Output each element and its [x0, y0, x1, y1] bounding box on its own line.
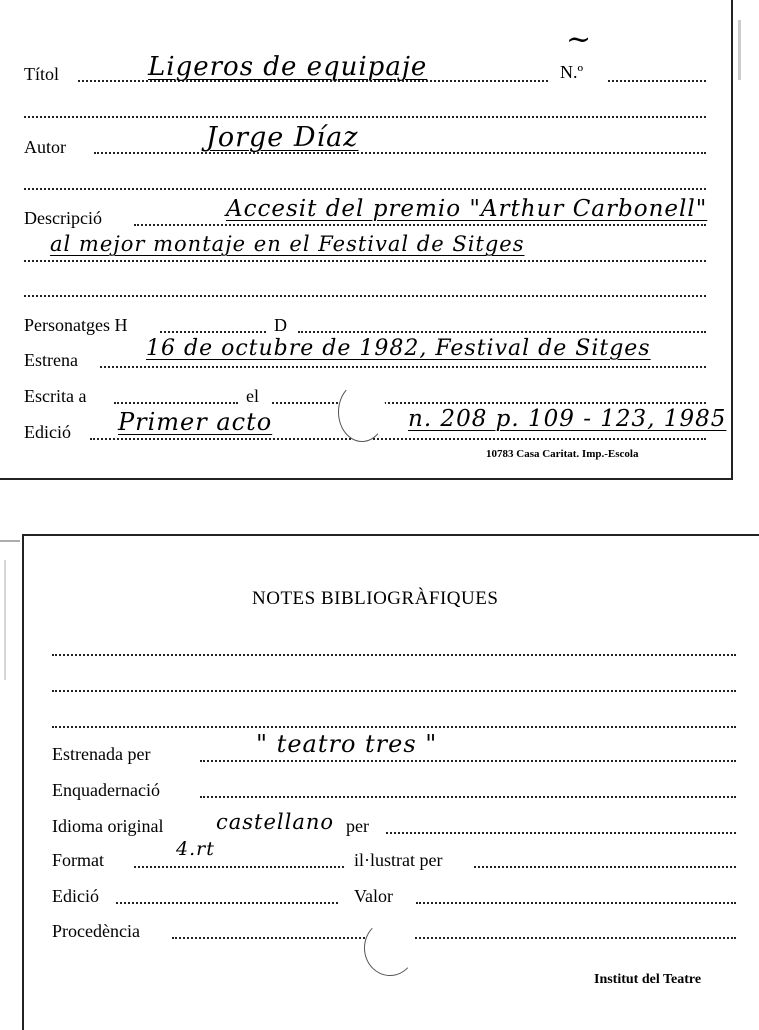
edge-speck	[0, 540, 20, 542]
num-label: N.º	[560, 62, 584, 82]
catalog-card-bottom	[22, 534, 759, 1030]
escrita-dots	[114, 402, 238, 404]
escrita-el-label: el	[246, 386, 259, 406]
printer-imprint: 10783 Casa Caritat. Imp.-Escola	[486, 448, 639, 460]
titol-handwritten: Ligeros de equipaje	[148, 52, 428, 82]
estrena-dots	[100, 366, 706, 368]
personatges-h-dots	[160, 331, 266, 333]
punch-hole-top	[338, 382, 386, 442]
edicio-label: Edició	[24, 422, 71, 442]
format-label: Format	[52, 850, 104, 870]
format-dots	[134, 866, 344, 868]
edge-speck	[738, 20, 741, 80]
num-dots	[608, 80, 706, 82]
institution-name: Institut del Teatre	[594, 972, 702, 987]
autor-dots	[94, 152, 706, 154]
descripcio-dots-1	[134, 224, 706, 226]
edicio-handwritten-1: Primer acto	[118, 408, 273, 436]
idioma-label: Idioma original	[52, 816, 164, 836]
blank-dots-2	[24, 188, 706, 190]
autor-handwritten: Jorge Díaz	[206, 122, 359, 153]
escrita-label: Escrita a	[24, 386, 87, 406]
procedencia-dots	[172, 937, 736, 939]
idioma-per-dots	[386, 832, 736, 834]
edicio-dots	[90, 438, 706, 440]
procedencia-label: Procedència	[52, 921, 140, 941]
descripcio-label: Descripció	[24, 208, 102, 228]
personatges-d-dots	[298, 331, 706, 333]
notes-heading: NOTES BIBLIOGRÀFIQUES	[252, 588, 499, 609]
personatges-d-label: D	[274, 315, 287, 335]
notes-dots-3	[52, 726, 736, 728]
illustrat-dots	[474, 866, 736, 868]
blank-dots-3	[24, 295, 706, 297]
idioma-per-label: per	[346, 816, 369, 836]
personatges-label: Personatges H	[24, 315, 128, 335]
catalog-card-top	[0, 0, 733, 480]
escrita-el-dots	[272, 402, 706, 404]
enquadernacio-label: Enquadernació	[52, 780, 160, 800]
descripcio-dots-2	[24, 260, 706, 262]
blank-dots-1	[24, 116, 706, 118]
edicio-bottom-label: Edició	[52, 886, 99, 906]
autor-label: Autor	[24, 137, 66, 157]
estrenada-label: Estrenada per	[52, 744, 151, 764]
descripcio-handwritten-2: al mejor montaje en el Festival de Sitges	[50, 232, 525, 256]
notes-dots-1	[52, 654, 736, 656]
valor-dots	[416, 902, 736, 904]
descripcio-handwritten-1: Accesit del premio "Arthur Carbonell"	[226, 196, 708, 222]
estrenada-handwritten: " teatro tres "	[256, 730, 438, 758]
edge-speck	[4, 560, 6, 680]
edicio-bottom-dots	[116, 902, 338, 904]
illustrat-label: il·lustrat per	[354, 850, 443, 870]
edicio-handwritten-2: n. 208 p. 109 - 123, 1985	[408, 406, 727, 432]
estrenada-dots	[200, 760, 736, 762]
estrena-handwritten: 16 de octubre de 1982, Festival de Sitges	[146, 336, 651, 361]
num-mark-handwritten: ~	[566, 22, 593, 57]
format-handwritten: 4.rt	[176, 838, 215, 860]
enquadernacio-dots	[200, 796, 736, 798]
punch-hole-bottom	[364, 920, 416, 976]
notes-dots-2	[52, 690, 736, 692]
titol-label: Títol	[24, 64, 59, 84]
valor-label: Valor	[354, 886, 393, 906]
estrena-label: Estrena	[24, 350, 78, 370]
idioma-handwritten: castellano	[216, 810, 335, 834]
